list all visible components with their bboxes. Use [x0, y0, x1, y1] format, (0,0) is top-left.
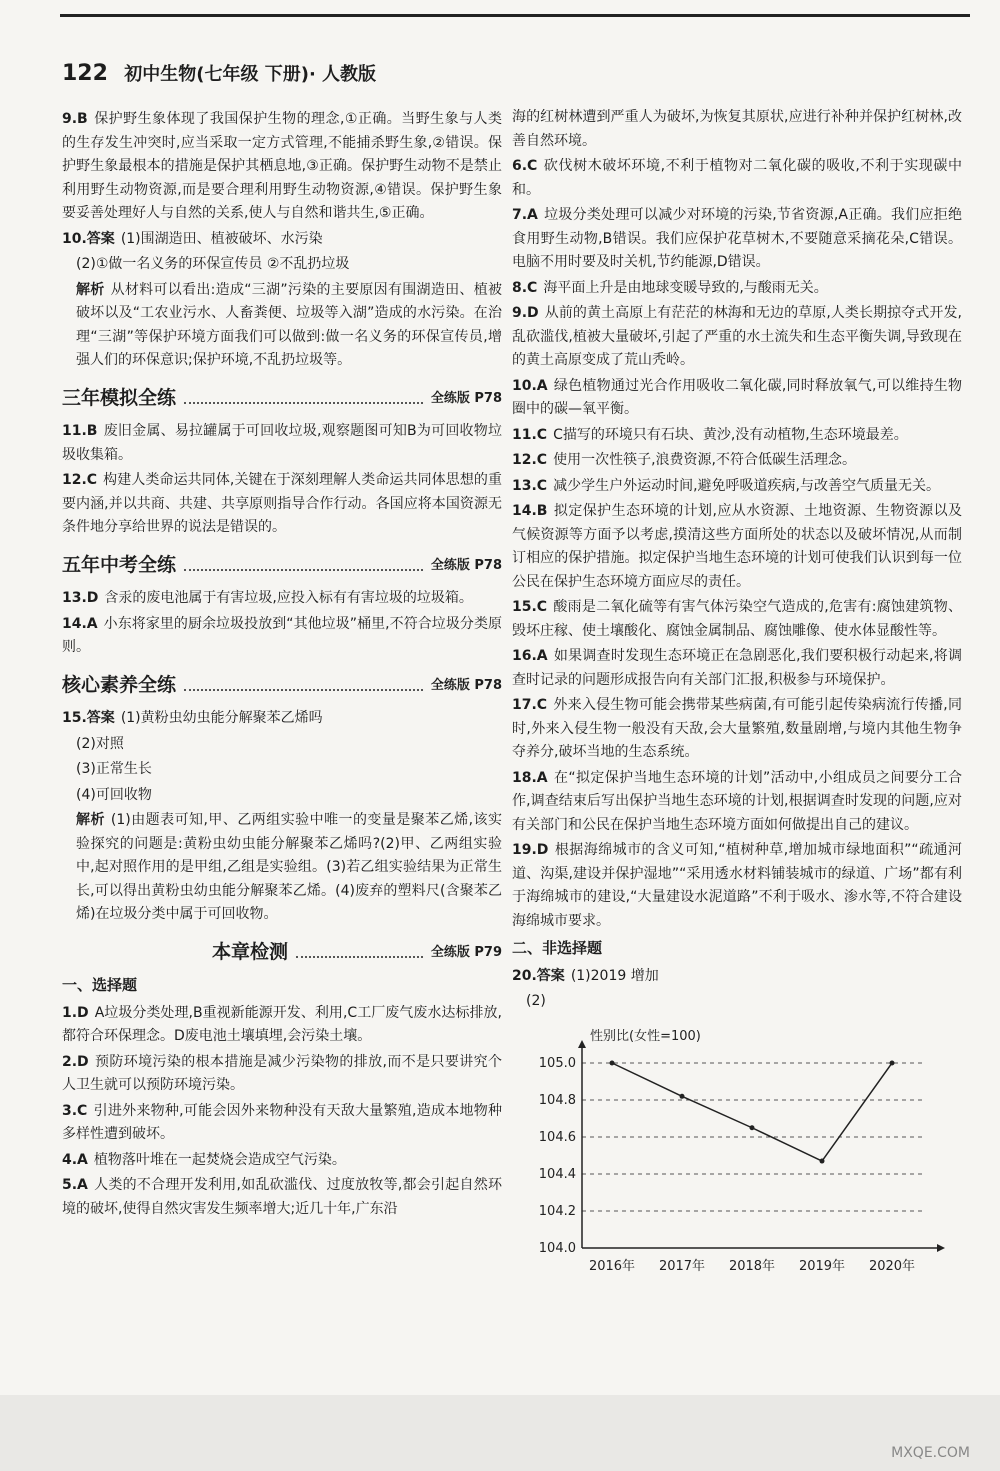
choice-9: 9.D 从前的黄土高原上有茫茫的林海和无边的草原,人类长期掠夺式开发,乱砍滥伐,植被大量破坏,引起了严重的水土流失和生态平衡失调,导致现在的黄土高原变成了荒山秃岭。 [512, 305, 962, 368]
choice-5-cont: 海的红树林遭到严重人为破坏,为恢复其原状,应进行补种并保护红树林,改善自然环境。 [512, 109, 962, 149]
answer-15-4: (4)可回收物 [76, 786, 152, 803]
choice-11: 11.C C描写的环境只有石块、黄沙,没有动植物,生态环境最差。 [512, 426, 908, 443]
data-point [750, 1125, 755, 1130]
section-chapter-test: 本章检测 全练版 P79 [212, 940, 502, 963]
page-number: 122 [62, 61, 108, 86]
choice-7: 7.A 垃圾分类处理可以减少对环境的污染,节省资源,A正确。我们应拒绝食用野生动物,B错误。我们应保护花草树木,不要随意采摘花朵,C错误。电脑不用时要及时关机,节约能源,D错误。 [512, 207, 962, 270]
answer-20: 20.答案 (1)2019 增加 [512, 967, 659, 984]
choice-10: 10.A 绿色植物通过光合作用吸收二氧化碳,同时释放氧气,可以维持生物圈中的碳—氧平衡。 [512, 377, 962, 417]
y-tick-label: 104.6 [538, 1129, 576, 1145]
data-point [680, 1093, 685, 1098]
answer-10: 10.答案 (1)围湖造田、植被破坏、水污染 [62, 230, 323, 247]
right-column [512, 106, 962, 1288]
choice-15: 15.C 酸雨是二氧化硫等有害气体污染空气造成的,危害有:腐蚀建筑物、毁坏庄稼、使土壤酸化、腐蚀金属制品、腐蚀雕像、使水体显酸性等。 [512, 599, 962, 639]
book-title: 初中生物(七年级 下册)· 人教版 [124, 64, 377, 85]
section-five-year: 五年中考全练 全练版 P78 [62, 553, 502, 576]
choice-12: 12.C 使用一次性筷子,浪费资源,不符合低碳生活理念。 [512, 452, 856, 468]
analysis-10: 解析 从材料可以看出:造成“三湖”污染的主要原因有围湖造田、植被破坏以及“工农业污水、人畜粪便、垃圾等入湖”造成的水污染。在治理“三湖”等保护环境方面我们可以做到:做一名义务的环保宣传员,增强人们的环保意识;保护环境,不乱扔垃圾等。 [76, 281, 502, 368]
answer-15-3: (3)正常生长 [76, 761, 152, 777]
choice-18: 18.A 在“拟定保护当地生态环境的计划”活动中,小组成员之间要分工合作,调查结束后写出保护当地生态环境的计划,根据调查时发现的问题,应对有关部门和公民在保护当地生态环境方面如何做提出自己的建议。 [512, 769, 962, 833]
choice-13: 13.C 减少学生户外运动时间,避免呼吸道疾病,与改善空气质量无关。 [512, 477, 940, 494]
answer-15-2: (2)对照 [76, 735, 124, 752]
watermark: MXQE.COM [891, 1445, 970, 1461]
answer-9: 9.B 保护野生象体现了我国保护生物的理念,①正确。当野生象与人类的生存发生冲突时,应当采取一定方式管理,不能捕杀野生象,②错误。保护野生象最根本的措施是保护其栖息地,③正确。保护野生动物不是禁止利用野生动物资源,而是要合理利用野生动物资源,④错误。保护野生象要妥善处理好人与自然的关系,使人与自然和谐共生,⑤正确。 [62, 111, 502, 221]
answer-20-2: (2) [526, 993, 546, 1009]
left-column [62, 108, 502, 1223]
x-tick-label: 2020年 [868, 1258, 916, 1274]
choice-8: 8.C 海平面上升是由地球变暖导致的,与酸雨无关。 [512, 279, 828, 296]
x-tick-label: 2018年 [728, 1258, 776, 1274]
answer-15: 15.答案 (1)黄粉虫幼虫能分解聚苯乙烯吗 [62, 710, 323, 726]
part-choice: 一、选择题 [62, 976, 138, 994]
page-header [62, 60, 376, 86]
x-tick-label: 2017年 [658, 1258, 706, 1274]
choice-6: 6.C 砍伐树木破坏环境,不利于植物对二氧化碳的吸收,不利于实现碳中和。 [512, 158, 962, 198]
sex-ratio-chart [512, 1018, 952, 1288]
choice-4: 4.A 植物落叶堆在一起焚烧会造成空气污染。 [62, 1151, 346, 1168]
series-line [612, 1063, 892, 1161]
y-axis-label: 性别比(女性=100) [590, 1028, 701, 1044]
y-tick-label: 104.4 [538, 1166, 576, 1182]
choice-17: 17.C 外来入侵生物可能会携带某些病菌,有可能引起传染病流行传播,同时,外来入侵生物一般没有天敌,会大量繁殖,数量剧增,与境内其他生物争夺养分,破坏当地的生态系统。 [512, 697, 962, 760]
answer-13: 13.D 含汞的废电池属于有害垃圾,应投入标有有害垃圾的垃圾箱。 [62, 590, 473, 606]
choice-1: 1.D A垃圾分类处理,B重视新能源开发、利用,C工厂废气废水达标排放,都符合环保理念。D废电池土壤填埋,会污染土壤。 [62, 1004, 502, 1044]
choice-19: 19.D 根据海绵城市的含义可知,“植树种草,增加城市绿地面积”“疏通河道、沟渠,建设并保护湿地”“采用透水材料铺装城市的绿道、广场”都有利于海绵城市的建设,“大量建设水泥道路”不利于吸水、渗水等,不符合建设海绵城市要求。 [512, 842, 962, 929]
answer-11: 11.B 废旧金属、易拉罐属于可回收垃圾,观察题图可知B为可回收物垃圾收集箱。 [62, 423, 502, 463]
y-tick-label: 104.2 [538, 1203, 576, 1219]
answer-10-part2: (2)①做一名义务的环保宣传员 ②不乱扔垃圾 [76, 256, 350, 272]
choice-5: 5.A 人类的不合理开发利用,如乱砍滥伐、过度放牧等,都会引起自然环境的破坏,使得自然灾害发生频率增大;近几十年,广东沿 [62, 1177, 502, 1217]
y-tick-label: 104.0 [538, 1240, 576, 1256]
y-tick-label: 105.0 [538, 1055, 576, 1071]
choice-16: 16.A 如果调查时发现生态环境正在急剧恶化,我们要积极行动起来,将调查时记录的问题形成报告向有关部门汇报,积极参与环境保护。 [512, 648, 962, 688]
choice-2: 2.D 预防环境污染的根本措施是减少污染物的排放,而不是只要讲究个人卫生就可以预防环境污染。 [62, 1053, 502, 1093]
choice-14: 14.B 拟定保护生态环境的计划,应从水资源、土地资源、生物资源以及气候资源等方面予以考虑,摸清这些方面所处的状态以及破坏情况,从而制订相应的保护措施。拟定保护当地生态环境的计划可使我们认识到每一位公民在保护生态环境方面应尽的责任。 [512, 503, 962, 590]
answer-12: 12.C 构建人类命运共同体,关键在于深刻理解人类命运共同体思想的重要内涵,并以共商、共建、共享原则指导合作行动。各国应将本国资源无条件地分享给世界的说法是错误的。 [62, 472, 502, 535]
x-axis-arrow [937, 1244, 945, 1252]
data-point [820, 1158, 825, 1163]
part-nonchoice: 二、非选择题 [512, 939, 603, 957]
y-tick-label: 104.8 [538, 1092, 576, 1108]
line-chart-svg [512, 1018, 952, 1288]
data-point [890, 1060, 895, 1065]
x-tick-label: 2016年 [588, 1258, 636, 1274]
analysis-15: 解析 (1)由题表可知,甲、乙两组实验中唯一的变量是聚苯乙烯,该实验探究的问题是:黄粉虫幼虫能分解聚苯乙烯吗?(2)甲、乙两组实验中,起对照作用的是甲组,乙组是实验组。(3)若乙组实验结果为正常生长,可以得出黄粉虫幼虫能分解聚苯乙烯。(4)废弃的塑料尺(含聚苯乙烯)在垃圾分类中属于可回收物。 [76, 812, 503, 922]
answer-14: 14.A 小东将家里的厨余垃圾投放到“其他垃圾”桶里,不符合垃圾分类原则。 [62, 615, 502, 655]
x-tick-label: 2019年 [798, 1258, 846, 1274]
data-point [610, 1060, 615, 1065]
section-core: 核心素养全练 全练版 P78 [62, 673, 502, 696]
bottom-band [0, 1395, 1000, 1471]
choice-3: 3.C 引进外来物种,可能会因外来物种没有天敌大量繁殖,造成本地物种多样性遭到破坏。 [62, 1102, 502, 1142]
top-rule [60, 14, 970, 17]
y-axis-arrow [578, 1040, 586, 1048]
section-three-year: 三年模拟全练 全练版 P78 [62, 386, 502, 409]
